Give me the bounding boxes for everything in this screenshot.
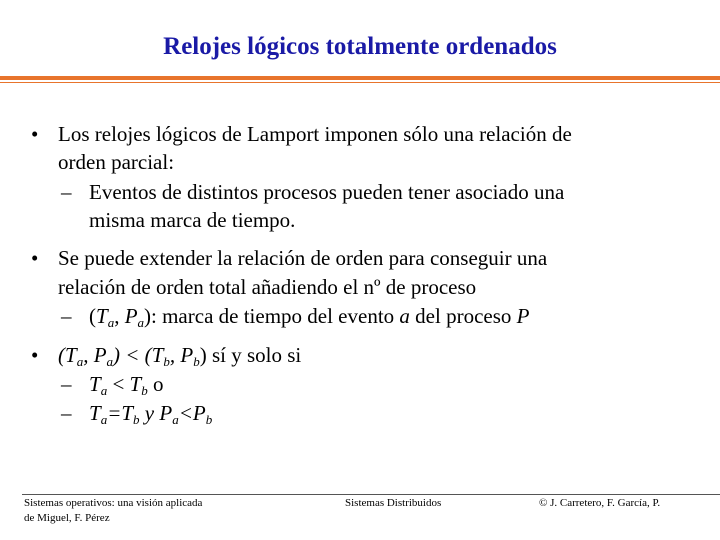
text-fragment: P <box>159 401 173 425</box>
bullet-marker: • <box>31 246 39 270</box>
dash-marker: – <box>61 372 72 396</box>
bullet-2-sub-line <box>89 304 529 328</box>
text-fragment: ): marca de tiempo del evento <box>144 304 400 328</box>
text-fragment: T <box>65 343 77 367</box>
subscript: b <box>163 354 170 369</box>
text-fragment: T <box>96 304 108 328</box>
bullet-2-line-1: Se puede extender la relación de orden para conseguir una <box>58 246 548 270</box>
text-fragment: del proceso <box>409 304 517 328</box>
text-fragment: T <box>89 372 101 396</box>
dash-marker: – <box>61 401 72 425</box>
subscript: a <box>107 315 115 330</box>
subscript: a <box>100 412 108 427</box>
subscript: b <box>133 412 140 427</box>
text-fragment: , <box>114 304 125 328</box>
text-fragment: T <box>89 401 101 425</box>
text-fragment: ) < ( <box>113 343 152 367</box>
footer-left-line-1: Sistemas operativos: una visión aplicada <box>24 497 203 509</box>
text-fragment: , <box>83 343 94 367</box>
bullet-1-sub-line-1: Eventos de distintos procesos pueden tener asociado una <box>89 180 565 204</box>
text-fragment: P <box>192 401 206 425</box>
bullet-3-line <box>58 343 301 367</box>
subscript: a <box>137 315 145 330</box>
subscript: b <box>141 383 148 398</box>
bullet-1-sub-line-2: misma marca de tiempo. <box>89 208 296 232</box>
text-fragment: T <box>129 372 142 396</box>
text-fragment: ( <box>58 343 65 367</box>
text-fragment: ) sí y solo si <box>199 343 302 367</box>
text-fragment: T <box>121 401 134 425</box>
footer-rule <box>22 494 720 495</box>
subscript: a <box>100 383 108 398</box>
text-fragment: o <box>147 372 164 396</box>
text-fragment: P <box>93 343 107 367</box>
text-fragment: P <box>180 343 194 367</box>
subscript: a <box>106 354 114 369</box>
footer-center: Sistemas Distribuidos <box>345 497 442 509</box>
text-fragment: T <box>151 343 164 367</box>
bullet-marker: • <box>31 122 39 146</box>
bullet-2-line-2: relación de orden total añadiendo el nº de proceso <box>58 275 477 299</box>
text-fragment: , <box>169 343 181 367</box>
bullet-1-line-1: Los relojes lógicos de Lamport imponen sólo una relación de <box>58 122 572 146</box>
text-fragment: < <box>178 401 193 425</box>
text-fragment: y <box>139 401 160 425</box>
bullet-3-sub-line-2 <box>89 401 212 425</box>
bullet-1-line-2: orden parcial: <box>58 150 175 174</box>
text-fragment: ( <box>89 304 96 328</box>
footer-left-line-2: de Miguel, F. Pérez <box>24 512 110 524</box>
text-fragment: P <box>516 304 530 328</box>
text-fragment: a <box>399 304 410 328</box>
title-rule <box>0 76 720 80</box>
footer-right: © J. Carretero, F. García, P. <box>539 497 661 509</box>
text-fragment: < <box>107 372 130 396</box>
dash-marker: – <box>61 304 72 328</box>
subscript: b <box>205 412 213 427</box>
dash-marker: – <box>61 180 72 204</box>
title-rule-thin <box>0 82 720 83</box>
slide-title: Relojes lógicos totalmente ordenados <box>163 33 557 60</box>
text-fragment: P <box>124 304 138 328</box>
subscript: b <box>193 354 200 369</box>
text-fragment: = <box>107 401 122 425</box>
bullet-3-sub-line-1 <box>89 372 163 396</box>
subscript: a <box>172 412 179 427</box>
bullet-marker: • <box>31 343 39 367</box>
subscript: a <box>76 354 84 369</box>
